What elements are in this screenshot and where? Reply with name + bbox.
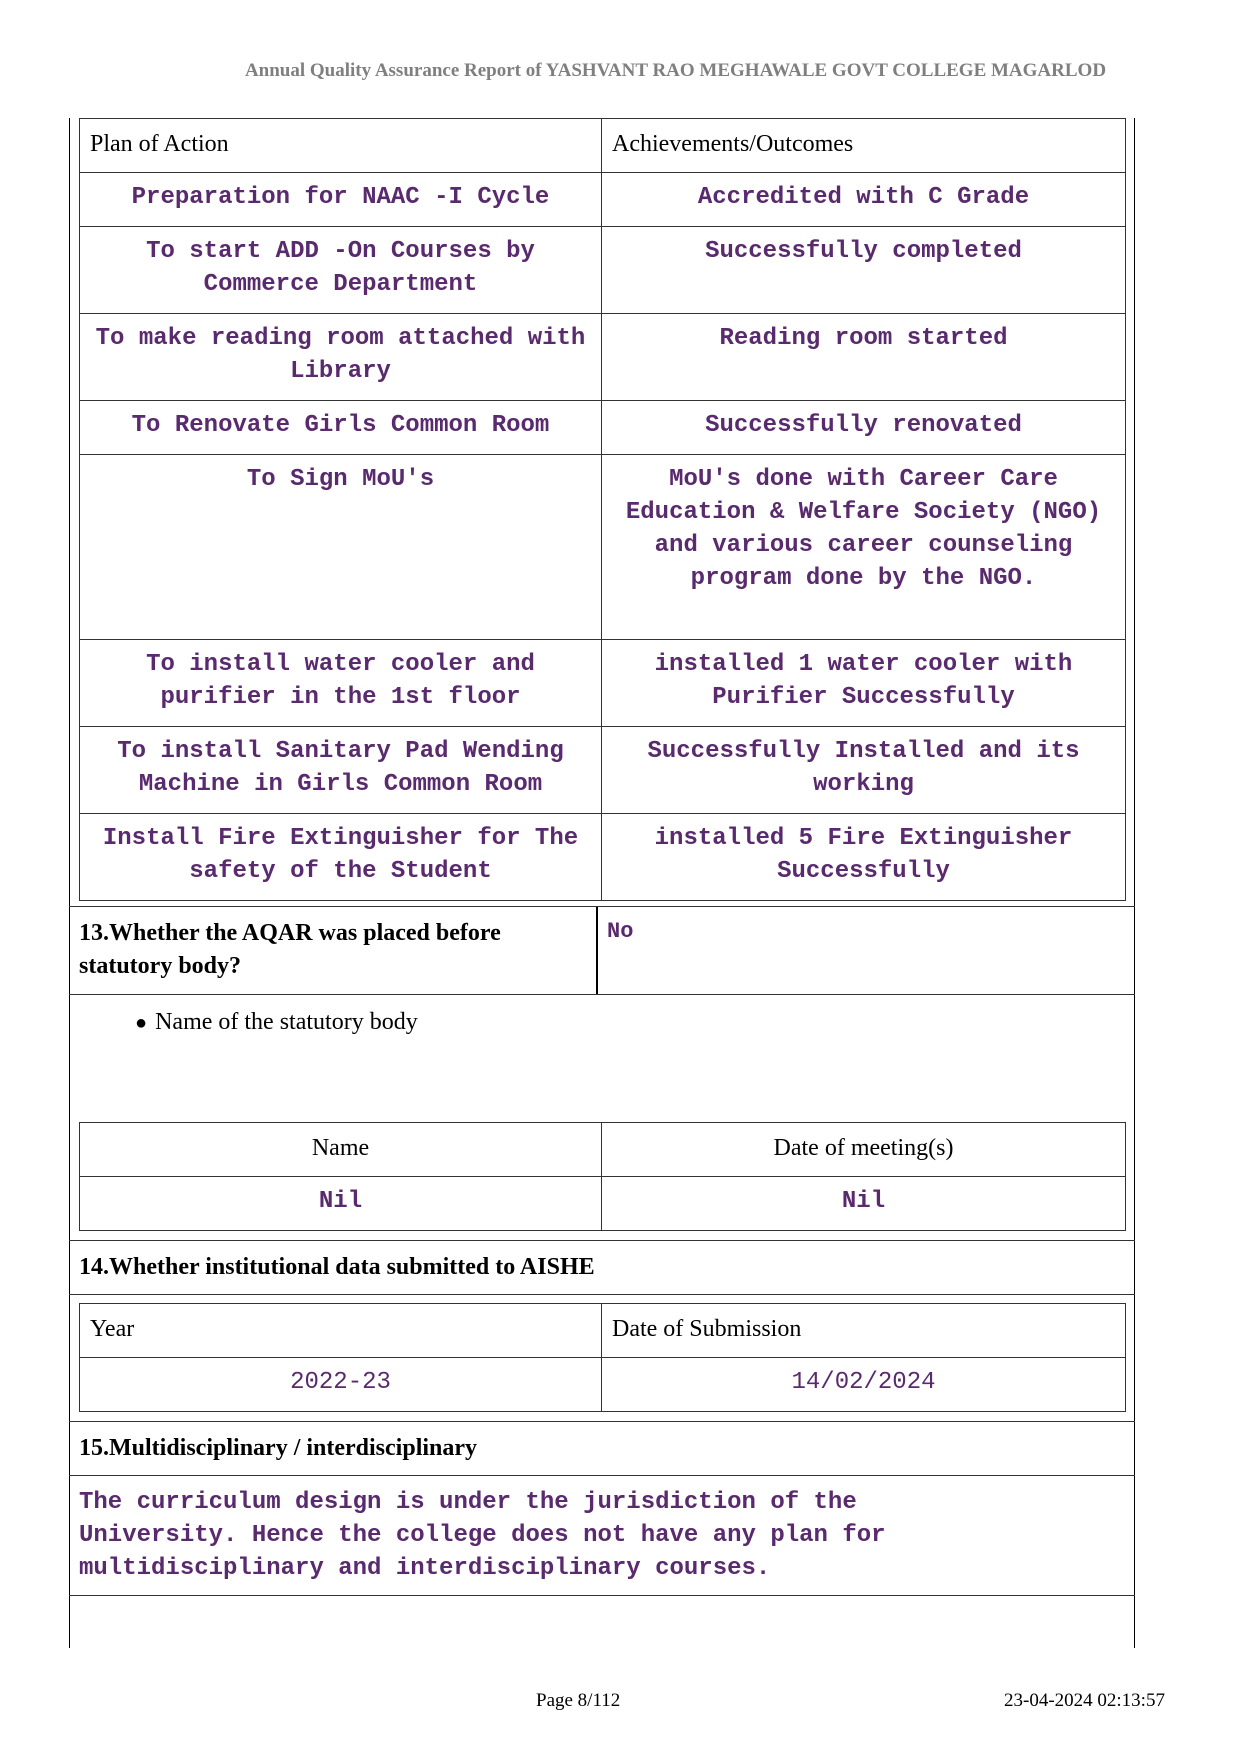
plan-cell: To install Sanitary Pad Wending Machine in Girls Common Room: [80, 727, 602, 814]
year-cell: 2022-23: [80, 1358, 602, 1412]
plan-cell: To make reading room attached with Library: [80, 314, 602, 401]
outcome-cell: Accredited with C Grade: [602, 173, 1126, 227]
q13-label: 13.Whether the AQAR was placed before statutory body?: [79, 920, 501, 979]
q15-answer: The curriculum design is under the jurisdiction of the University. Hence the college does not have any plan for multidisciplinary and interdisciplinary courses.: [79, 1489, 886, 1582]
outcome-cell: Reading room started: [602, 314, 1126, 401]
plan-cell: Install Fire Extinguisher for The safety of the Student: [80, 814, 602, 901]
plan-of-action-table: [79, 118, 1126, 901]
page-number: Page 8/112: [536, 1690, 621, 1711]
table-row: [80, 314, 1126, 401]
page-header-title: Annual Quality Assurance Report of YASHVANT RAO MEGHAWALE GOVT COLLEGE MAGARLOD: [244, 60, 1107, 81]
table-row: [80, 1177, 1126, 1231]
outcome-cell: Successfully renovated: [602, 401, 1126, 455]
plan-cell: To install water cooler and purifier in the 1st floor: [80, 640, 602, 727]
table-row: [80, 1358, 1126, 1412]
table-row: [80, 640, 1126, 727]
submission-date-cell: 14/02/2024: [602, 1358, 1126, 1412]
column-header-name: Name: [80, 1123, 602, 1177]
statutory-body-bullet: [135, 1009, 418, 1036]
table-row: [80, 173, 1126, 227]
aishe-table: [79, 1303, 1126, 1412]
table-row: [80, 727, 1126, 814]
table-header-row: [80, 1123, 1126, 1177]
statutory-body-section: [69, 994, 1135, 1112]
column-header-date-of-meeting: Date of meeting(s): [602, 1123, 1126, 1177]
column-divider: [596, 907, 598, 995]
generated-timestamp: 23-04-2024 02:13:57: [1004, 1690, 1165, 1711]
outcome-cell: MoU's done with Career Care Education & Welfare Society (NGO) and various career counseling program done by the NGO.: [602, 455, 1126, 640]
outcome-cell: Successfully completed: [602, 227, 1126, 314]
meeting-date-cell: Nil: [602, 1177, 1126, 1231]
divider: [69, 1595, 1135, 1596]
column-header-date-of-submission: Date of Submission: [602, 1304, 1126, 1358]
column-header-year: Year: [80, 1304, 602, 1358]
table-row: [80, 401, 1126, 455]
plan-cell: To start ADD -On Courses by Commerce Department: [80, 227, 602, 314]
table-row: [80, 227, 1126, 314]
outcome-cell: installed 1 water cooler with Purifier Successfully: [602, 640, 1126, 727]
divider: [69, 1294, 1135, 1295]
q13-answer: No: [607, 919, 634, 944]
statutory-name-cell: Nil: [80, 1177, 602, 1231]
statutory-body-table: [79, 1122, 1126, 1231]
bullet-icon: ●: [135, 1012, 148, 1034]
q14-label: 14.Whether institutional data submitted to AISHE: [79, 1254, 595, 1280]
plan-cell: To Sign MoU's: [80, 455, 602, 640]
q15-label: 15.Multidisciplinary / interdisciplinary: [79, 1435, 478, 1461]
q15-section: [69, 1421, 1135, 1475]
table-header-row: [80, 119, 1126, 173]
plan-cell: Preparation for NAAC -I Cycle: [80, 173, 602, 227]
table-row: [80, 814, 1126, 901]
q13-section: [69, 906, 1135, 994]
outcome-cell: Successfully Installed and its working: [602, 727, 1126, 814]
plan-cell: To Renovate Girls Common Room: [80, 401, 602, 455]
column-header-outcome: Achievements/Outcomes: [602, 119, 1126, 173]
statutory-body-label: Name of the statutory body: [155, 1009, 418, 1035]
column-header-plan: Plan of Action: [80, 119, 602, 173]
q15-answer-section: [69, 1475, 1135, 1595]
q14-section: [69, 1240, 1135, 1294]
outcome-cell: installed 5 Fire Extinguisher Successfully: [602, 814, 1126, 901]
table-header-row: [80, 1304, 1126, 1358]
table-row: [80, 455, 1126, 640]
